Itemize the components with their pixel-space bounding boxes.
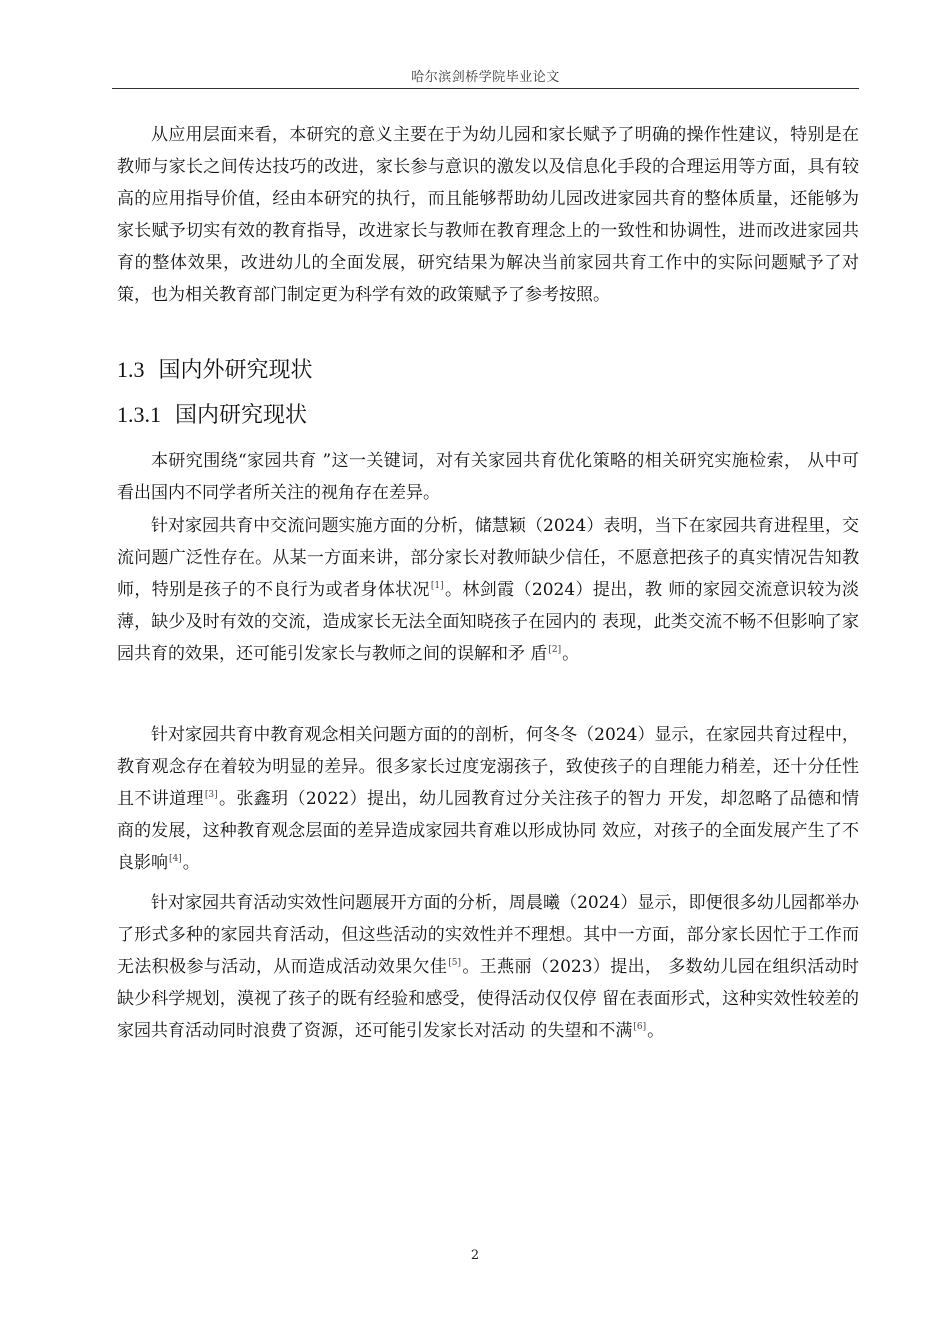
paragraph-communication: [117, 510, 859, 670]
text-run: 针对家园共育活动实效性问题展开方面的分析，周晨曦（2024）显示，即便很多幼儿园都举办了形式多种的家园共育活动，但这些活动的实效性并不理想。其中一方面，部分家长因忙于工作而无法积极参与活动，从而造成活动效果欠佳: [117, 893, 859, 977]
text-run: 。: [182, 853, 200, 873]
header-divider: [112, 88, 859, 89]
running-header: 哈尔滨剑桥学院毕业论文: [411, 70, 560, 85]
section-number: 1.3: [117, 357, 145, 382]
section-title: 国内外研究现状: [158, 358, 313, 383]
page-number: 2: [470, 1248, 480, 1263]
paragraph-significance: 从应用层面来看，本研究的意义主要在于为幼儿园和家长赋予了明确的操作性建议，特别是在教师与家长之间传达技巧的改进，家长参与意识的激发以及信息化手段的合理运用等方面，具有较高的应用指导价值，经由本研究的执行，而且能够帮助幼儿园改进家园共育的整体质量，还能够为家长赋予切实有效的教育指导，改进家长与教师在教育理念上的一致性和协调性，进而改进家园共育的整体效果，改进幼儿的全面发展，研究结果为解决当前家园共育工作中的实际问题赋予了对策，也为相关教育部门制定更为科学有效的政策赋予了参考按照。: [117, 125, 859, 305]
text-run: 针对家园共育中教育观念相关问题方面的的剖析，何冬冬（2024）显示，在家园共育过程中，教育观念存在着较为明显的差异。很多家长过度宠溺孩子，致使孩子的自理能力稍差，还十分任性且不讲道理: [117, 725, 859, 809]
paragraph-activity-effectiveness: [117, 887, 859, 1047]
paragraph-intro: 本研究围绕“家园共育 ”这一关键词，对有关家园共育优化策略的相关研究实施检索， 从中可看出国内不同学者所关注的视角存在差异。: [117, 451, 859, 503]
text-run: 。: [647, 1021, 665, 1041]
subsection-heading: [117, 398, 307, 429]
citation-ref: [5]: [448, 958, 461, 969]
text-run: 。林剑霞（2024）提出，教 师的家园交流意识较为淡薄，缺少及时有效的交流，造成家长无法全面知晓孩子在园内的 表现，此类交流不畅不但影响了家园共育的效果，还可能引发家长与教师之间的误解和矛 盾: [117, 580, 859, 664]
subsection-number: 1.3.1: [117, 402, 161, 427]
subsection-title: 国内研究现状: [175, 403, 308, 428]
citation-ref: [3]: [204, 790, 218, 801]
text-run: 。张鑫玥（2022）提出，幼儿园教育过分关注孩子的智力 开发，却忽略了品德和情商的发展，这种教育观念层面的差异造成家园共育难以形成协同 效应，对孩子的全面发展产生了不良影响: [117, 789, 860, 873]
citation-ref: [1]: [430, 581, 444, 592]
citation-ref: [4]: [169, 854, 182, 865]
text-run: 。: [562, 644, 580, 664]
paragraph-education-concepts: [117, 719, 859, 879]
text-run: 针对家园共育中交流问题实施方面的分析，储慧颖（2024）表明，当下在家园共育进程里，交流问题广泛性存在。从某一方面来讲，部分家长对教师缺少信任，不愿意把孩子的真实情况告知教师，特别是孩子的不良行为或者身体状况: [117, 516, 859, 600]
section-heading: [117, 353, 313, 384]
citation-ref: [6]: [633, 1022, 647, 1033]
text-run: 。王燕丽（2023）提出， 多数幼儿园在组织活动时缺少科学规划，漠视了孩子的既有经验和感受，使得活动仅仅停 留在表面形式，这种实效性较差的家园共育活动同时浪费了资源，还可能引发家长对活动 的失望和不满: [117, 957, 859, 1041]
citation-ref: [2]: [548, 645, 562, 656]
